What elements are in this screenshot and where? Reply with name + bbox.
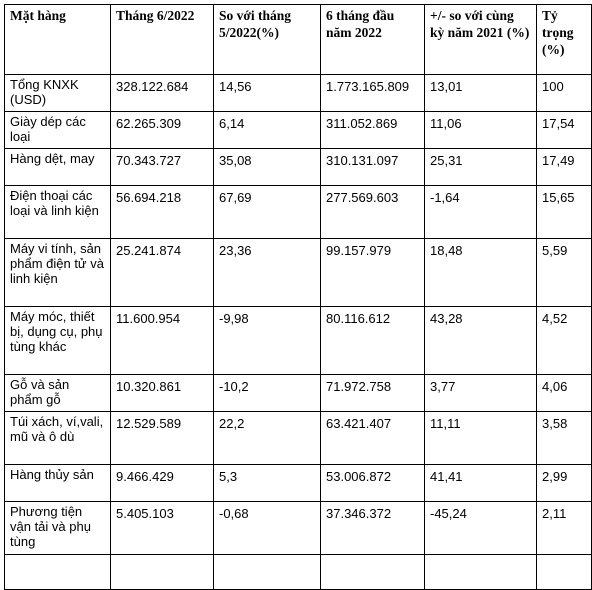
value-cell: 62.265.309 [111, 112, 214, 149]
value-cell: 11,11 [425, 412, 537, 465]
value-cell [321, 555, 425, 590]
row-label-cell: Gỗ và sản phẩm gỗ [5, 375, 111, 412]
value-cell: 4,52 [537, 307, 592, 375]
header-cell-so-voi-cung-ky: +/- so với cùng kỳ năm 2021 (%) [425, 5, 537, 75]
value-cell: 11,06 [425, 112, 537, 149]
value-cell [111, 555, 214, 590]
value-cell: 63.421.407 [321, 412, 425, 465]
value-cell: 3,58 [537, 412, 592, 465]
value-cell: 2,99 [537, 465, 592, 502]
row-label-cell: Giày dép các loại [5, 112, 111, 149]
row-label-cell: Hàng thủy sản [5, 465, 111, 502]
row-label-cell: Máy vi tính, sản phẩm điện tử và linh kiện [5, 239, 111, 307]
value-cell: 4,06 [537, 375, 592, 412]
value-cell: 22,2 [214, 412, 321, 465]
value-cell: 11.600.954 [111, 307, 214, 375]
value-cell: 277.569.603 [321, 186, 425, 239]
table-row [5, 186, 592, 239]
table-row [5, 75, 592, 112]
value-cell: 70.343.727 [111, 149, 214, 186]
value-cell: 12.529.589 [111, 412, 214, 465]
header-cell-mat-hang: Mặt hàng [5, 5, 111, 75]
value-cell: 80.116.612 [321, 307, 425, 375]
table-row [5, 502, 592, 555]
value-cell: 3,77 [425, 375, 537, 412]
value-cell: 13,01 [425, 75, 537, 112]
value-cell: 10.320.861 [111, 375, 214, 412]
value-cell: 328.122.684 [111, 75, 214, 112]
value-cell: -10,2 [214, 375, 321, 412]
table-row [5, 239, 592, 307]
value-cell [214, 555, 321, 590]
value-cell: 18,48 [425, 239, 537, 307]
table-row [5, 112, 592, 149]
value-cell: 17,49 [537, 149, 592, 186]
value-cell: 6,14 [214, 112, 321, 149]
row-label-cell: Túi xách, ví,vali, mũ và ô dù [5, 412, 111, 465]
row-label-cell: Hàng dệt, may [5, 149, 111, 186]
value-cell: 310.131.097 [321, 149, 425, 186]
value-cell [537, 555, 592, 590]
value-cell: 56.694.218 [111, 186, 214, 239]
value-cell: 35,08 [214, 149, 321, 186]
table-row [5, 555, 592, 590]
value-cell: 53.006.872 [321, 465, 425, 502]
value-cell: -1,64 [425, 186, 537, 239]
row-label-cell: Máy móc, thiết bị, dụng cụ, phụ tùng khác [5, 307, 111, 375]
header-cell-so-voi-thang-5: So với tháng 5/2022(%) [214, 5, 321, 75]
value-cell: 5,3 [214, 465, 321, 502]
value-cell: 99.157.979 [321, 239, 425, 307]
value-cell: 311.052.869 [321, 112, 425, 149]
value-cell: 41,41 [425, 465, 537, 502]
value-cell [425, 555, 537, 590]
table-header-row [5, 5, 592, 75]
table-row [5, 375, 592, 412]
value-cell: 15,65 [537, 186, 592, 239]
value-cell: 17,54 [537, 112, 592, 149]
row-label-cell: Điện thoại các loại và linh kiện [5, 186, 111, 239]
row-label-cell: Phương tiện vận tải và phụ tùng [5, 502, 111, 555]
header-cell-ty-trong: Tỷ trọng (%) [537, 5, 592, 75]
value-cell: 25,31 [425, 149, 537, 186]
value-cell: 25.241.874 [111, 239, 214, 307]
value-cell: -0,68 [214, 502, 321, 555]
table-row [5, 307, 592, 375]
value-cell: -45,24 [425, 502, 537, 555]
export-table [4, 4, 592, 590]
value-cell: 37.346.372 [321, 502, 425, 555]
header-cell-6-thang-dau-nam: 6 tháng đầu năm 2022 [321, 5, 425, 75]
value-cell: -9,98 [214, 307, 321, 375]
value-cell: 71.972.758 [321, 375, 425, 412]
value-cell: 43,28 [425, 307, 537, 375]
value-cell: 9.466.429 [111, 465, 214, 502]
table-row [5, 149, 592, 186]
header-cell-thang-6: Tháng 6/2022 [111, 5, 214, 75]
table-row [5, 412, 592, 465]
value-cell: 2,11 [537, 502, 592, 555]
row-label-cell [5, 555, 111, 590]
value-cell: 100 [537, 75, 592, 112]
value-cell: 1.773.165.809 [321, 75, 425, 112]
value-cell: 5.405.103 [111, 502, 214, 555]
value-cell: 23,36 [214, 239, 321, 307]
row-label-cell: Tổng KNXK (USD) [5, 75, 111, 112]
value-cell: 14,56 [214, 75, 321, 112]
value-cell: 67,69 [214, 186, 321, 239]
value-cell: 5,59 [537, 239, 592, 307]
table-row [5, 465, 592, 502]
